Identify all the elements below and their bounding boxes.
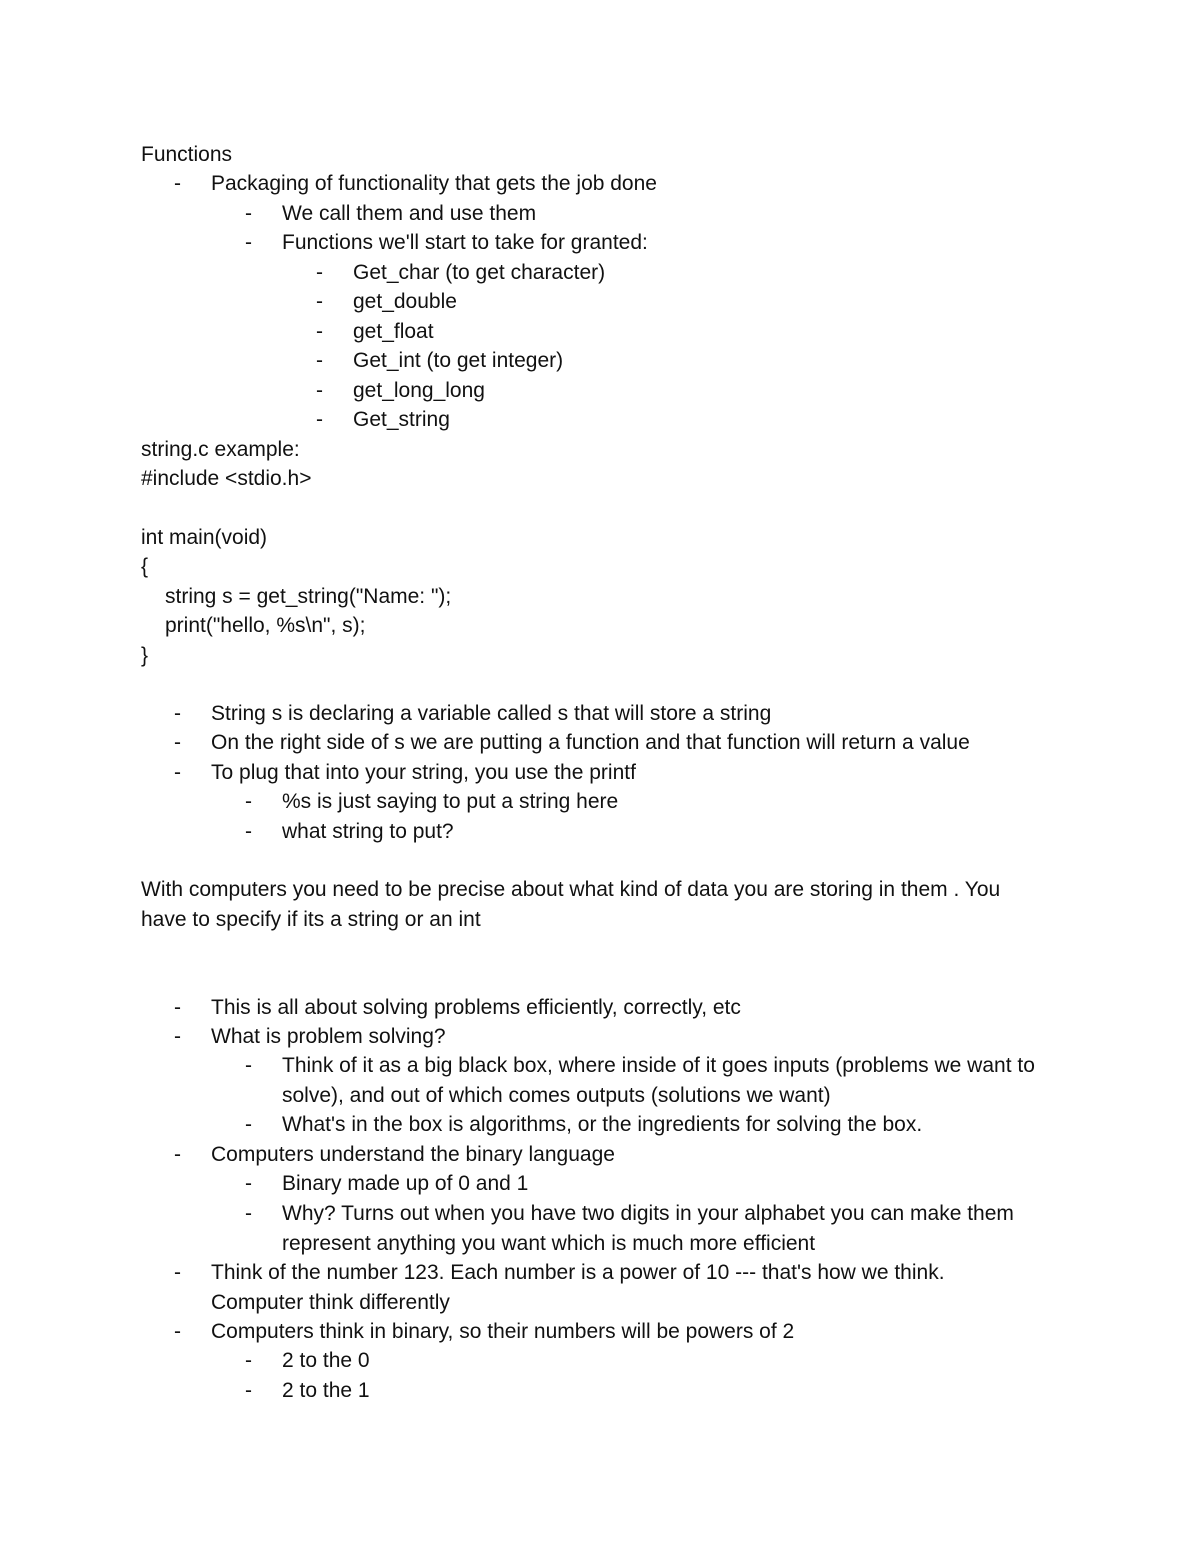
bullet-dash: - (245, 1379, 252, 1402)
list-item: String s is declaring a variable called s that will store a string (211, 702, 772, 725)
bullet-dash: - (245, 1172, 252, 1195)
list-item: Binary made up of 0 and 1 (282, 1172, 529, 1195)
bullet-dash: - (174, 731, 181, 754)
bullet-dash: - (316, 290, 323, 313)
section-heading-functions: Functions (141, 143, 233, 166)
list-item: Why? Turns out when you have two digits in your alphabet you can make them represent anything you want which is much more efficient (282, 1202, 1014, 1255)
bullet-dash: - (316, 379, 323, 402)
bullet-dash: - (174, 1261, 181, 1284)
list-item: On the right side of s we are putting a function and that function will return a value (211, 731, 970, 754)
bullet-dash: - (174, 996, 181, 1019)
list-item: get_float (353, 320, 434, 343)
bullet-dash: - (174, 1025, 181, 1048)
paragraph: With computers you need to be precise about what kind of data you are storing in them . You have to specify if its a string or an int (141, 878, 1001, 931)
bullet-dash: - (316, 408, 323, 431)
bullet-dash: - (245, 1113, 252, 1136)
bullet-dash: - (245, 1202, 252, 1225)
bullet-dash: - (245, 1054, 252, 1077)
bullet-dash: - (174, 702, 181, 725)
bullet-dash: - (245, 790, 252, 813)
list-item: Think of it as a big black box, where inside of it goes inputs (problems we want to solve), and out of which comes outputs (solutions we want) (282, 1054, 1035, 1107)
code-line: int main(void) (141, 526, 268, 549)
list-item: Functions we'll start to take for granted: (282, 231, 648, 254)
list-item: 2 to the 1 (282, 1379, 370, 1402)
list-item: Packaging of functionality that gets the job done (211, 172, 657, 195)
bullet-dash: - (245, 202, 252, 225)
list-item: This is all about solving problems efficiently, correctly, etc (211, 996, 741, 1019)
list-item: get_long_long (353, 379, 485, 402)
list-item: %s is just saying to put a string here (282, 790, 619, 813)
bullet-dash: - (316, 261, 323, 284)
code-line: print("hello, %s\n", s); (165, 614, 366, 637)
bullet-dash: - (174, 172, 181, 195)
bullet-dash: - (316, 349, 323, 372)
bullet-dash: - (174, 761, 181, 784)
list-item: To plug that into your string, you use the printf (211, 761, 636, 784)
list-item: We call them and use them (282, 202, 537, 225)
code-line: { (141, 555, 149, 578)
bullet-dash: - (316, 320, 323, 343)
list-item: Get_string (353, 408, 450, 431)
bullet-dash: - (245, 1349, 252, 1372)
list-item: Computers think in binary, so their numbers will be powers of 2 (211, 1320, 795, 1343)
code-line: string s = get_string("Name: "); (165, 585, 452, 608)
list-item: 2 to the 0 (282, 1349, 370, 1372)
list-item: What's in the box is algorithms, or the ingredients for solving the box. (282, 1113, 923, 1136)
code-example-label: string.c example: (141, 438, 300, 461)
code-line: #include <stdio.h> (141, 467, 312, 490)
list-item: Think of the number 123. Each number is a power of 10 --- that's how we think. Computer think differently (211, 1261, 945, 1314)
bullet-dash: - (174, 1143, 181, 1166)
bullet-dash: - (174, 1320, 181, 1343)
list-item: get_double (353, 290, 457, 313)
list-item: Computers understand the binary language (211, 1143, 615, 1166)
list-item: Get_int (to get integer) (353, 349, 564, 372)
list-item: What is problem solving? (211, 1025, 446, 1048)
bullet-dash: - (245, 820, 252, 843)
bullet-dash: - (245, 231, 252, 254)
code-line: } (141, 644, 149, 667)
list-item: what string to put? (282, 820, 454, 843)
list-item: Get_char (to get character) (353, 261, 606, 284)
